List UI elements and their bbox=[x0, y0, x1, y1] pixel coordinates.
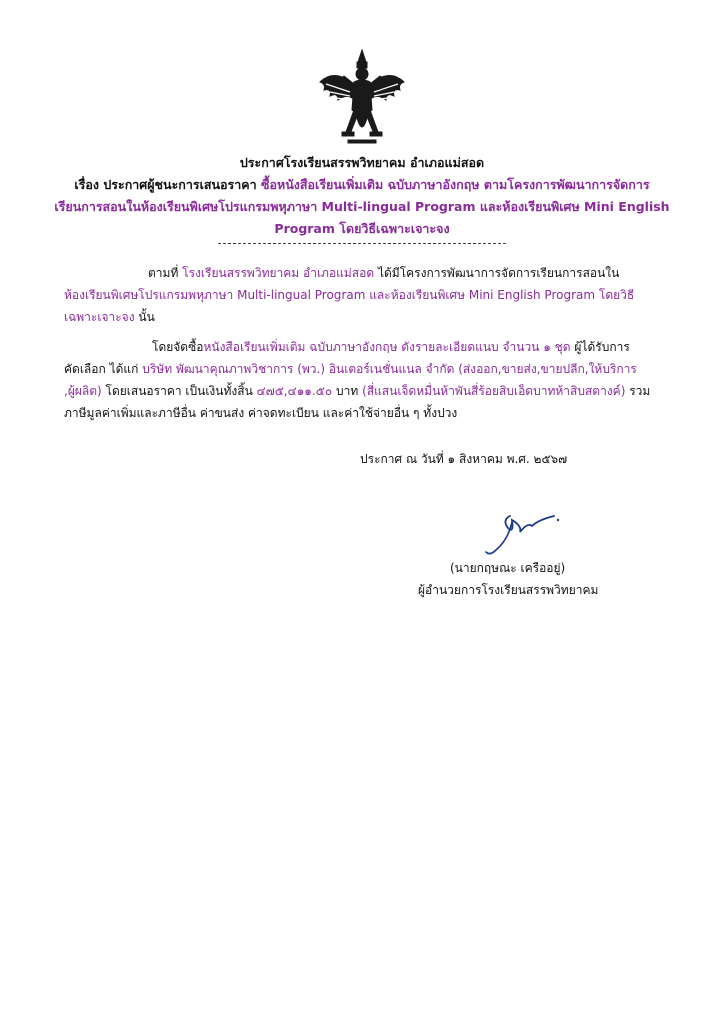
p1-rest: ได้มีโครงการพัฒนาการจัดการเรียนการสอนใน bbox=[374, 266, 620, 280]
divider-line bbox=[218, 243, 506, 244]
p2-amount-words: (สี่แสนเจ็ดหมื่นห้าพันสี่ร้อยสิบเอ็ดบาทห้าสิบสตางค์) bbox=[362, 384, 626, 398]
subject-line-3: Program โดยวิธีเฉพาะเจาะจง bbox=[274, 221, 450, 236]
p2-lead: โดยจัดซื้อ bbox=[152, 340, 204, 354]
subject-highlight: ซื้อหนังสือเรียนเพิ่มเติม ฉบับภาษาอังกฤษ ตามโครงการพัฒนาการจัดการ bbox=[261, 177, 650, 192]
school-announcement-heading: ประกาศโรงเรียนสรรพวิทยาคม อำเภอแม่สอด bbox=[239, 155, 485, 170]
p2-selected-lead: คัดเลือก ได้แก่ bbox=[64, 362, 143, 376]
signer-name: (นายกฤษณะ เครืออยู่) bbox=[450, 561, 566, 575]
p1-lead: ตามที่ bbox=[148, 266, 183, 280]
p2-company-end: ,ผู้ผลิต) bbox=[64, 384, 102, 398]
paragraph-1-line-3 bbox=[64, 308, 155, 327]
paragraph-2-line-4: ภาษีมูลค่าเพิ่มและภาษีอื่น ค่าขนส่ง ค่าจดทะเบียน และค่าใช้จ่ายอื่น ๆ ทั้งปวง bbox=[64, 406, 458, 420]
p1-method: เฉพาะเจาะจง bbox=[64, 310, 135, 324]
p2-company: บริษัท พัฒนาคุณภาพวิชาการ (พว.) อินเตอร์เนชั่นแนล จำกัด (ส่งออก,ขายส่ง,ขายปลีก,ให้บริการ bbox=[142, 362, 637, 376]
p2-baht: บาท bbox=[332, 384, 363, 398]
subject-line-2: เรียนการสอนในห้องเรียนพิเศษโปรแกรมพหุภาษา Multi-lingual Program และห้องเรียนพิเศษ Mini English bbox=[54, 199, 670, 214]
subject-prefix: เรื่อง ประกาศผู้ชนะการเสนอราคา bbox=[74, 177, 257, 192]
p2-total: รวม bbox=[625, 384, 651, 398]
paragraph-2-line-3 bbox=[64, 382, 650, 401]
subject-line-1 bbox=[40, 174, 684, 196]
paragraph-2-line-1 bbox=[152, 338, 630, 357]
p2-rest: ผู้ได้รับการ bbox=[570, 340, 630, 354]
paragraph-1-line-1 bbox=[148, 264, 619, 283]
p1-school: โรงเรียนสรรพวิทยาคม อำเภอแม่สอด bbox=[182, 266, 375, 280]
garuda-emblem-icon bbox=[312, 48, 412, 148]
signature-icon bbox=[472, 506, 562, 564]
signer-position: ผู้อำนวยการโรงเรียนสรรพวิทยาคม bbox=[418, 583, 599, 597]
paragraph-2-line-2 bbox=[64, 360, 637, 379]
p2-amount: ๔๗๕,๔๑๑.๕๐ bbox=[256, 384, 333, 398]
paragraph-1-line-2: ห้องเรียนพิเศษโปรแกรมพหุภาษา Multi-lingual Program และห้องเรียนพิเศษ Mini English Program โดยวิธี bbox=[64, 288, 635, 302]
p2-offer: โดยเสนอราคา เป็นเงินทั้งสิ้น bbox=[101, 384, 257, 398]
p2-item: หนังสือเรียนเพิ่มเติม ฉบับภาษาอังกฤษ ตังรายละเอียดแนบ จำนวน ๑ ชุด bbox=[203, 340, 571, 354]
p1-end: นั้น bbox=[134, 310, 155, 324]
announcement-date: ประกาศ ณ วันที่ ๑ สิงหาคม พ.ศ. ๒๕๖๗ bbox=[360, 452, 568, 466]
